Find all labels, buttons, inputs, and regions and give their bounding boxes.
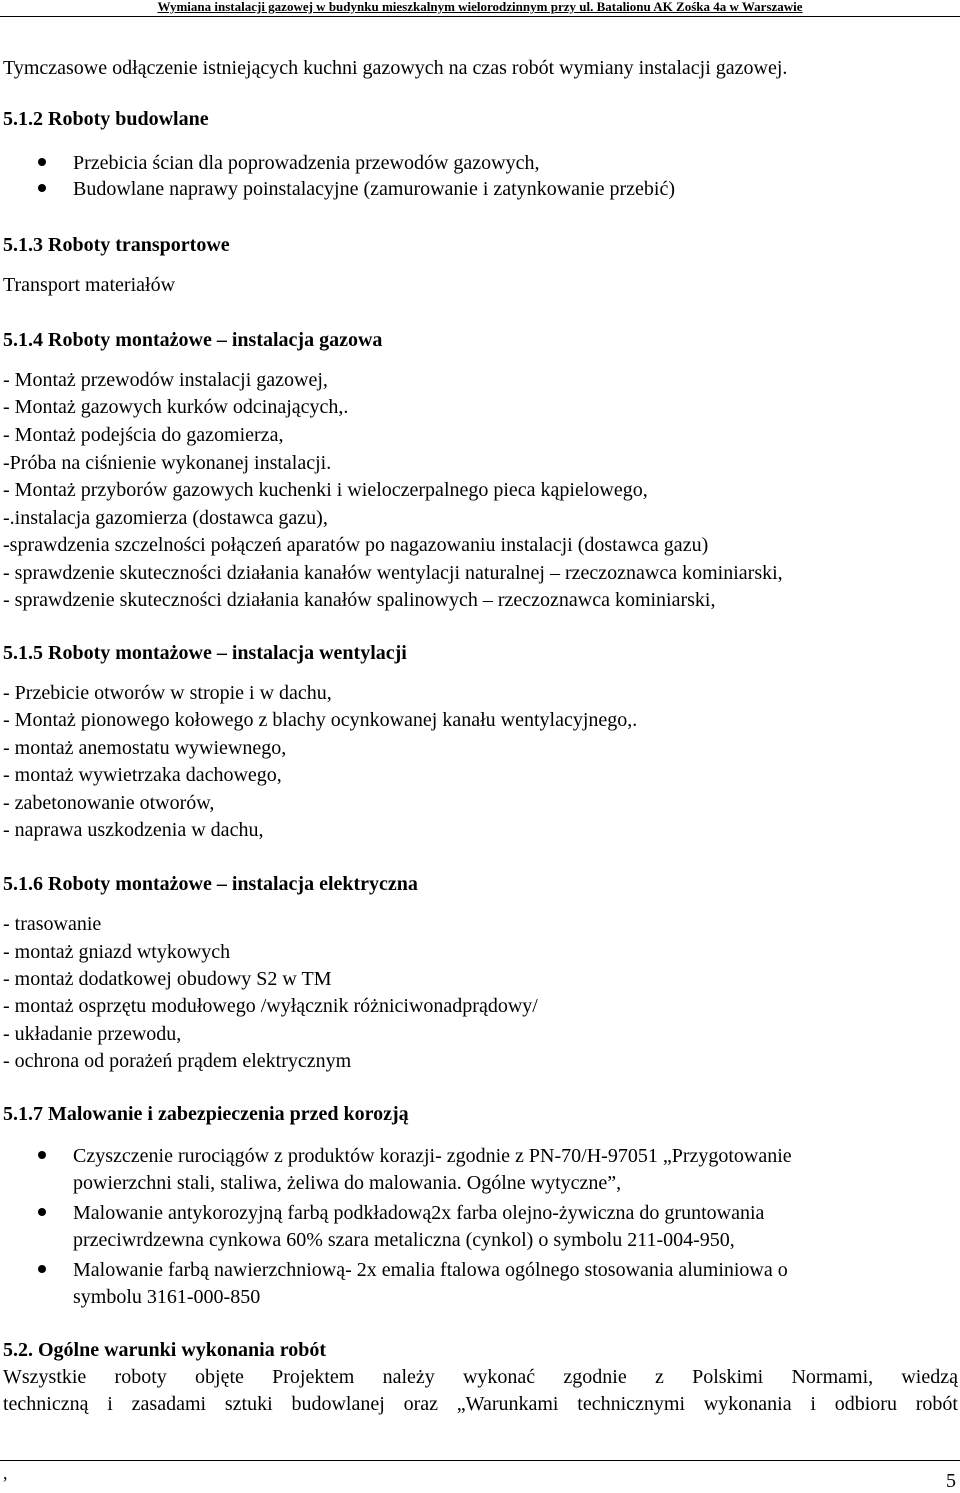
bullet-icon [38, 1151, 46, 1159]
section-heading-5-1-7: 5.1.7 Malowanie i zabezpieczenia przed korozją [3, 1103, 409, 1125]
section-heading-5-1-2: 5.1.2 Roboty budowlane [3, 108, 209, 130]
bullet-icon [38, 1265, 46, 1273]
list-item: -Próba na ciśnienie wykonanej instalacji. [3, 452, 332, 474]
section-heading-5-2: 5.2. Ogólne warunki wykonania robót [3, 1339, 327, 1361]
list-item: - montaż wywietrzaka dachowego, [3, 764, 282, 786]
list-item: - Montaż przewodów instalacji gazowej, [3, 369, 328, 391]
list-item: -.instalacja gazomierza (dostawca gazu), [3, 507, 328, 529]
bullet-icon [38, 1208, 46, 1216]
list-item: Malowanie farbą nawierzchniową- 2x emalia ftalowa ogólnego stosowania aluminiowa o symbolu 3161-000-850 [0, 1257, 960, 1311]
list-item: - sprawdzenie skuteczności działania kanałów wentylacji naturalnej – rzeczoznawca kominiarski, [3, 562, 783, 584]
list-item: - Montaż gazowych kurków odcinających,. [3, 396, 349, 418]
footer-rule [0, 1460, 960, 1461]
list-item: - montaż anemostatu wywiewnego, [3, 737, 287, 759]
page-number: 5 [946, 1470, 956, 1492]
list-item: - układanie przewodu, [3, 1023, 182, 1045]
bullet-icon [38, 184, 46, 192]
running-header [0, 0, 960, 14]
list-item: Budowlane naprawy poinstalacyjne (zamurowanie i zatynkowanie przebić) [0, 176, 960, 202]
intro-paragraph: Tymczasowe odłączenie istniejących kuchni gazowych na czas robót wymiany instalacji gazowej. [3, 57, 788, 79]
list-item: - Montaż pionowego kołowego z blachy ocynkowanej kanału wentylacyjnego,. [3, 709, 638, 731]
footer-left-text: , [3, 1463, 8, 1483]
list-item: - montaż dodatkowej obudowy S2 w TM [3, 968, 332, 990]
section-paragraph-5-2 [3, 1364, 958, 1418]
section-heading-5-1-6: 5.1.6 Roboty montażowe – instalacja elektryczna [3, 873, 418, 895]
list-item: - Montaż przyborów gazowych kuchenki i wieloczerpalnego pieca kąpielowego, [3, 479, 648, 501]
list-item: - montaż gniazd wtykowych [3, 941, 231, 963]
list-item: - sprawdzenie skuteczności działania kanałów spalinowych – rzeczoznawca kominiarski, [3, 589, 716, 611]
bullet-list-5-1-2 [0, 150, 960, 202]
list-item: Malowanie antykorozyjną farbą podkładową2x farba olejno-żywiczna do gruntowania przeciwrdzewna cynkowa 60% szara metaliczna (cynkol) o symbolu 211-004-950, [0, 1200, 960, 1254]
section-heading-5-1-3: 5.1.3 Roboty transportowe [3, 234, 230, 256]
section-heading-5-1-4: 5.1.4 Roboty montażowe – instalacja gazowa [3, 329, 383, 351]
section-text-5-1-3: Transport materiałów [3, 274, 176, 296]
header-rule [0, 16, 960, 17]
list-item: Przebicia ścian dla poprowadzenia przewodów gazowych, [0, 150, 960, 176]
list-item: - naprawa uszkodzenia w dachu, [3, 819, 264, 841]
paragraph-line: techniczną i zasadami sztuki budowlanej oraz „Warunkami technicznymi wykonania i odbioru robót [3, 1393, 958, 1415]
list-item: Czyszczenie rurociągów z produktów korazji- zgodnie z PN-70/H-97051 „Przygotowanie powierzchni stali, staliwa, żeliwa do malowania. Ogólne wytyczne”, [0, 1143, 960, 1197]
list-item: - trasowanie [3, 913, 102, 935]
bullet-icon [38, 158, 46, 166]
list-item: - Przebicie otworów w stropie i w dachu, [3, 682, 332, 704]
list-item: - Montaż podejścia do gazomierza, [3, 424, 284, 446]
running-header-text: Wymiana instalacji gazowej w budynku mieszkalnym wielorodzinnym przy ul. Batalionu AK Zośka 4a w Warszawie [157, 0, 803, 14]
bullet-list-5-1-7 [0, 1143, 960, 1314]
list-item: - ochrona od porażeń prądem elektrycznym [3, 1050, 352, 1072]
section-heading-5-1-5: 5.1.5 Roboty montażowe – instalacja wentylacji [3, 642, 407, 664]
list-item: - zabetonowanie otworów, [3, 792, 215, 814]
paragraph-line: Wszystkie roboty objęte Projektem należy wykonać zgodnie z Polskimi Normami, wiedzą [3, 1366, 958, 1388]
list-item: -sprawdzenia szczelności połączeń aparatów po nagazowaniu instalacji (dostawca gazu) [3, 534, 709, 556]
list-item: - montaż osprzętu modułowego /wyłącznik różniciwonadprądowy/ [3, 995, 538, 1017]
